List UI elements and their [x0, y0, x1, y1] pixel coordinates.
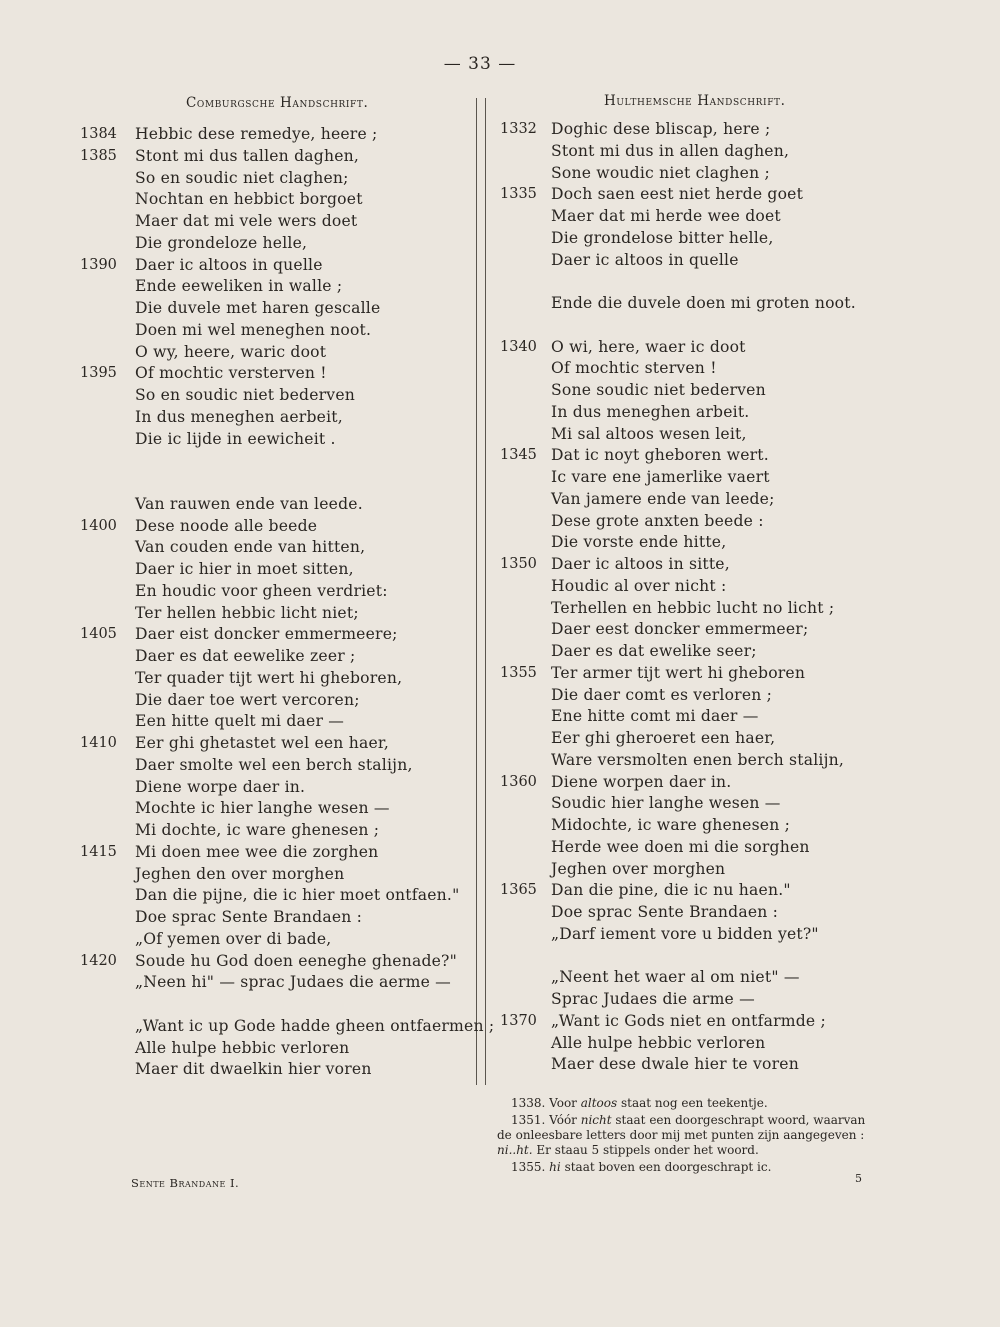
verse-number: 1405	[80, 626, 117, 643]
verse-number: 1395	[80, 365, 117, 382]
left-column-title: Comburgsche Handschrift.	[186, 95, 369, 111]
verse-line: Van jamere ende van leede;	[551, 489, 775, 508]
verse-line: Maer dit dwaelkin hier voren	[135, 1060, 372, 1079]
verse-line: Of mochtic versterven !	[135, 364, 327, 383]
verse-line: Daer ic hier in moet sitten,	[135, 560, 354, 578]
verse-line: Ene hitte comt mi daer —	[551, 707, 759, 726]
verse-line: Die grondeloze helle,	[135, 233, 308, 252]
verse-line: Ter hellen hebbic licht niet;	[135, 603, 359, 622]
verse-line: Diene worpen daer in.	[551, 772, 732, 791]
verse-line: O wy, heere, waric doot	[135, 342, 327, 361]
verse-line: Hebbic dese remedye, heere ;	[135, 125, 378, 143]
verse-line: Ende eeweliken in walle ;	[135, 277, 343, 296]
verse-line: So en soudic niet claghen;	[135, 168, 349, 187]
verse-number: 1355	[500, 664, 537, 681]
verse-line: Daer eest doncker emmermeer;	[551, 620, 809, 639]
verse-line: Mi sal altoos wesen leit,	[551, 424, 747, 443]
verse-line: Mochte ic hier langhe wesen —	[135, 799, 390, 818]
verse-line: So en soudic niet bederven	[135, 386, 355, 404]
verse-line: „Want ic up Gode hadde gheen ontfaermen ;	[135, 1016, 495, 1035]
verse-number: 1332	[500, 121, 537, 137]
sheet-number: 5	[855, 1172, 862, 1185]
verse-line: Ende die duvele doen mi groten noot.	[551, 294, 856, 312]
verse-line: „Neent het waer al om niet" —	[551, 968, 800, 987]
verse-number: 1350	[500, 556, 537, 572]
verse-line: Alle hulpe hebbic verloren	[135, 1038, 350, 1057]
verse-line: Sone woudic niet claghen ;	[551, 163, 770, 182]
footnote-line: 1338. Voor altoos staat nog een teekentje.	[511, 1096, 768, 1110]
verse-line: Diene worpe daer in.	[135, 777, 306, 796]
footnote-line: 1355. hi staat boven een doorgeschrapt ic.	[511, 1160, 772, 1174]
verse-line: Dan die pine, die ic nu haen."	[551, 881, 791, 900]
verse-number: 1340	[500, 338, 537, 355]
verse-line: Ter quader tijt wert hi gheboren,	[135, 668, 403, 687]
verse-line: Soudic hier langhe wesen —	[551, 794, 781, 813]
verse-number: 1415	[80, 843, 117, 860]
verse-line: Of mochtic sterven !	[551, 359, 717, 378]
verse-number: 1410	[80, 735, 117, 751]
verse-line: Die ic lijde in eewicheit .	[135, 429, 336, 448]
verse-number: 1365	[500, 882, 537, 899]
verse-line: Alle hulpe hebbic verloren	[551, 1033, 766, 1052]
verse-number: 1384	[80, 126, 117, 142]
verse-line: In dus meneghen arbeit.	[551, 402, 750, 421]
verse-line: Dat ic noyt gheboren wert.	[551, 446, 769, 465]
verse-line: Daer es dat eewelike zeer ;	[135, 647, 356, 665]
verse-line: Daer ic altoos in sitte,	[551, 555, 730, 573]
page-number: — 33 —	[443, 54, 517, 74]
verse-line: Daer ic altoos in quelle	[551, 250, 739, 269]
footnote-line: de onleesbare letters door mij met punten zijn aangegeven :	[497, 1128, 865, 1142]
verse-line: En houdic voor gheen verdriet:	[135, 581, 388, 600]
verse-line: Doen mi wel meneghen noot.	[135, 320, 372, 339]
verse-number: 1420	[80, 952, 117, 969]
verse-line: Dese noode alle beede	[135, 516, 318, 535]
verse-line: „Of yemen over di bade,	[135, 929, 332, 948]
verse-line: Maer dat mi herde wee doet	[551, 207, 781, 225]
verse-line: Eer ghi gheroeret een haer,	[551, 729, 776, 747]
verse-line: Doe sprac Sente Brandaen :	[135, 908, 363, 926]
verse-line: Een hitte quelt mi daer —	[135, 712, 345, 731]
right-column-title: Hulthemsche Handschrift.	[604, 93, 786, 109]
verse-number: 1385	[80, 147, 117, 164]
verse-line: Maer dese dwale hier te voren	[551, 1055, 799, 1074]
verse-line: Doch saen eest niet herde goet	[551, 185, 804, 204]
verse-number: 1335	[500, 186, 537, 203]
verse-line: Jeghen over morghen	[551, 859, 726, 878]
verse-line: Daer smolte wel een berch stalijn,	[135, 755, 413, 774]
verse-line: Die vorste ende hitte,	[551, 533, 727, 552]
verse-line: Maer dat mi vele wers doet	[135, 212, 358, 230]
verse-line: Sprac Judaes die arme —	[551, 990, 755, 1008]
verse-line: Mi dochte, ic ware ghenesen ;	[135, 821, 380, 839]
verse-line: Sone soudic niet bederven	[551, 381, 766, 399]
verse-number: 1360	[500, 773, 537, 790]
verse-line: Nochtan en hebbict borgoet	[135, 190, 363, 209]
verse-line: Mi doen mee wee die zorghen	[135, 842, 379, 861]
verse-line: Van rauwen ende van leede.	[135, 494, 363, 513]
verse-line: „Want ic Gods niet en ontfarmde ;	[551, 1011, 826, 1030]
verse-line: Die daer comt es verloren ;	[551, 685, 773, 704]
verse-line: Houdic al over nicht :	[551, 576, 727, 595]
verse-line: „Darf iement vore u bidden yet?"	[551, 924, 819, 943]
verse-line: Stont mi dus tallen daghen,	[135, 146, 360, 165]
verse-line: Daer eist doncker emmermeere;	[135, 625, 398, 644]
verse-line: Ter armer tijt wert hi gheboren	[551, 663, 806, 682]
verse-line: Stont mi dus in allen daghen,	[551, 141, 790, 160]
verse-line: Doe sprac Sente Brandaen :	[551, 903, 779, 921]
column-divider	[476, 98, 486, 1085]
verse-number: 1400	[80, 517, 117, 534]
verse-line: Daer ic altoos in quelle	[135, 255, 323, 274]
footnote-line: ni..ht. Er staau 5 stippels onder het woord.	[497, 1143, 759, 1157]
verse-line: Jeghen den over morghen	[135, 864, 345, 883]
verse-line: „Neen hi" — sprac Judaes die aerme —	[135, 973, 451, 992]
verse-line: O wi, here, waer ic doot	[551, 337, 746, 356]
verse-line: Van couden ende van hitten,	[135, 538, 366, 557]
verse-line: Doghic dese bliscap, here ;	[551, 120, 771, 138]
verse-line: Die daer toe wert vercoren;	[135, 690, 360, 709]
signature-mark: Sente Brandane I.	[131, 1176, 240, 1190]
verse-line: Soude hu God doen eeneghe ghenade?"	[135, 951, 457, 970]
verse-line: Daer es dat ewelike seer;	[551, 642, 757, 660]
verse-number: 1345	[500, 447, 537, 464]
verse-line: Die duvele met haren gescalle	[135, 299, 381, 317]
verse-line: Eer ghi ghetastet wel een haer,	[135, 734, 389, 752]
verse-line: Herde wee doen mi die sorghen	[551, 837, 810, 856]
footnote-line: 1351. Vóór nicht staat een doorgeschrapt woord, waarvan	[511, 1113, 866, 1127]
verse-line: Dan die pijne, die ic hier moet ontfaen."	[135, 886, 460, 905]
verse-line: Ware versmolten enen berch stalijn,	[551, 750, 845, 769]
verse-number: 1390	[80, 256, 117, 273]
verse-line: Die grondelose bitter helle,	[551, 228, 774, 247]
verse-line: Dese grote anxten beede :	[551, 511, 764, 530]
verse-line: Midochte, ic ware ghenesen ;	[551, 816, 791, 834]
verse-line: Terhellen en hebbic lucht no licht ;	[551, 598, 835, 617]
verse-number: 1370	[500, 1012, 537, 1029]
verse-line: Ic vare ene jamerlike vaert	[551, 468, 770, 486]
verse-line: In dus meneghen aerbeit,	[135, 407, 343, 426]
